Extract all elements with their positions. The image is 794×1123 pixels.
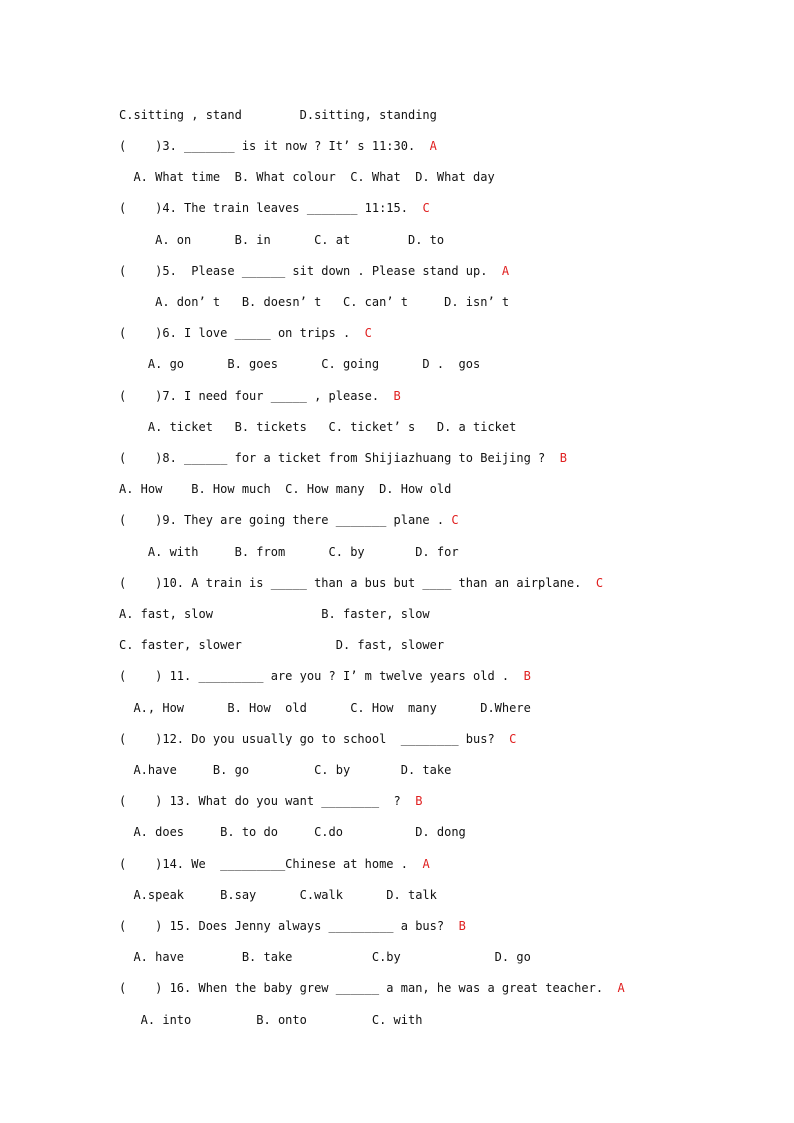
answer-key: C: [451, 513, 459, 527]
answer-key: C: [509, 732, 517, 746]
option-line: A. does B. to do C.do D. dong: [119, 825, 466, 839]
option-line: A. What time B. What colour C. What D. What day: [119, 170, 495, 184]
answer-key: B: [393, 389, 401, 403]
option-line: A. How B. How much C. How many D. How old: [119, 482, 452, 496]
question-line: ( )6. I love _____ on trips . C: [119, 326, 372, 340]
option-line: A. don’ t B. doesn’ t C. can’ t D. isn’ t: [119, 295, 510, 309]
question-line: ( )5. Please ______ sit down . Please stand up. A: [119, 264, 510, 278]
option-line: A. have B. take C.by D. go: [119, 950, 531, 964]
answer-key: C: [422, 201, 430, 215]
question-line: ( )10. A train is _____ than a bus but ____ than an airplane. C: [119, 576, 604, 590]
question-line: ( ) 15. Does Jenny always _________ a bus? B: [119, 919, 466, 933]
question-line: ( )9. They are going there _______ plane . C: [119, 513, 459, 527]
question-line: ( ) 16. When the baby grew ______ a man, he was a great teacher. A: [119, 981, 625, 995]
answer-key: B: [523, 669, 531, 683]
option-line: A. with B. from C. by D. for: [119, 545, 459, 559]
answer-key: A: [429, 139, 437, 153]
option-line: C. faster, slower D. fast, slower: [119, 638, 445, 652]
option-line: A. on B. in C. at D. to: [119, 233, 445, 247]
answer-key: A: [617, 981, 625, 995]
question-line: ( )14. We _________Chinese at home . A: [119, 857, 430, 871]
option-line: A. go B. goes C. going D . gos: [119, 357, 481, 371]
option-line: A. fast, slow B. faster, slow: [119, 607, 430, 621]
answer-key: B: [415, 794, 423, 808]
option-line: A., How B. How old C. How many D.Where: [119, 701, 531, 715]
answer-key: A: [501, 264, 510, 278]
option-line: A. ticket B. tickets C. ticket’ s D. a ticket: [119, 420, 517, 434]
option-line: C.sitting , stand D.sitting, standing: [119, 108, 437, 122]
answer-key: B: [458, 919, 466, 933]
question-line: ( )8. ______ for a ticket from Shijiazhuang to Beijing ? B: [119, 451, 567, 465]
question-line: ( )12. Do you usually go to school ________ bus? C: [119, 732, 517, 746]
question-line: ( )3. _______ is it now ? It’ s 11:30. A: [119, 139, 437, 153]
answer-key: C: [364, 326, 372, 340]
option-line: A.speak B.say C.walk D. talk: [119, 888, 437, 902]
question-line: ( )4. The train leaves _______ 11:15. C: [119, 201, 430, 215]
option-line: A.have B. go C. by D. take: [119, 763, 452, 777]
option-line: A. into B. onto C. with: [119, 1013, 423, 1027]
question-line: ( ) 11. _________ are you ? I’ m twelve years old . B: [119, 669, 531, 683]
question-line: ( ) 13. What do you want ________ ? B: [119, 794, 423, 808]
answer-key: A: [422, 857, 430, 871]
question-line: ( )7. I need four _____ , please. B: [119, 389, 401, 403]
answer-key: C: [595, 576, 604, 590]
answer-key: B: [559, 451, 567, 465]
